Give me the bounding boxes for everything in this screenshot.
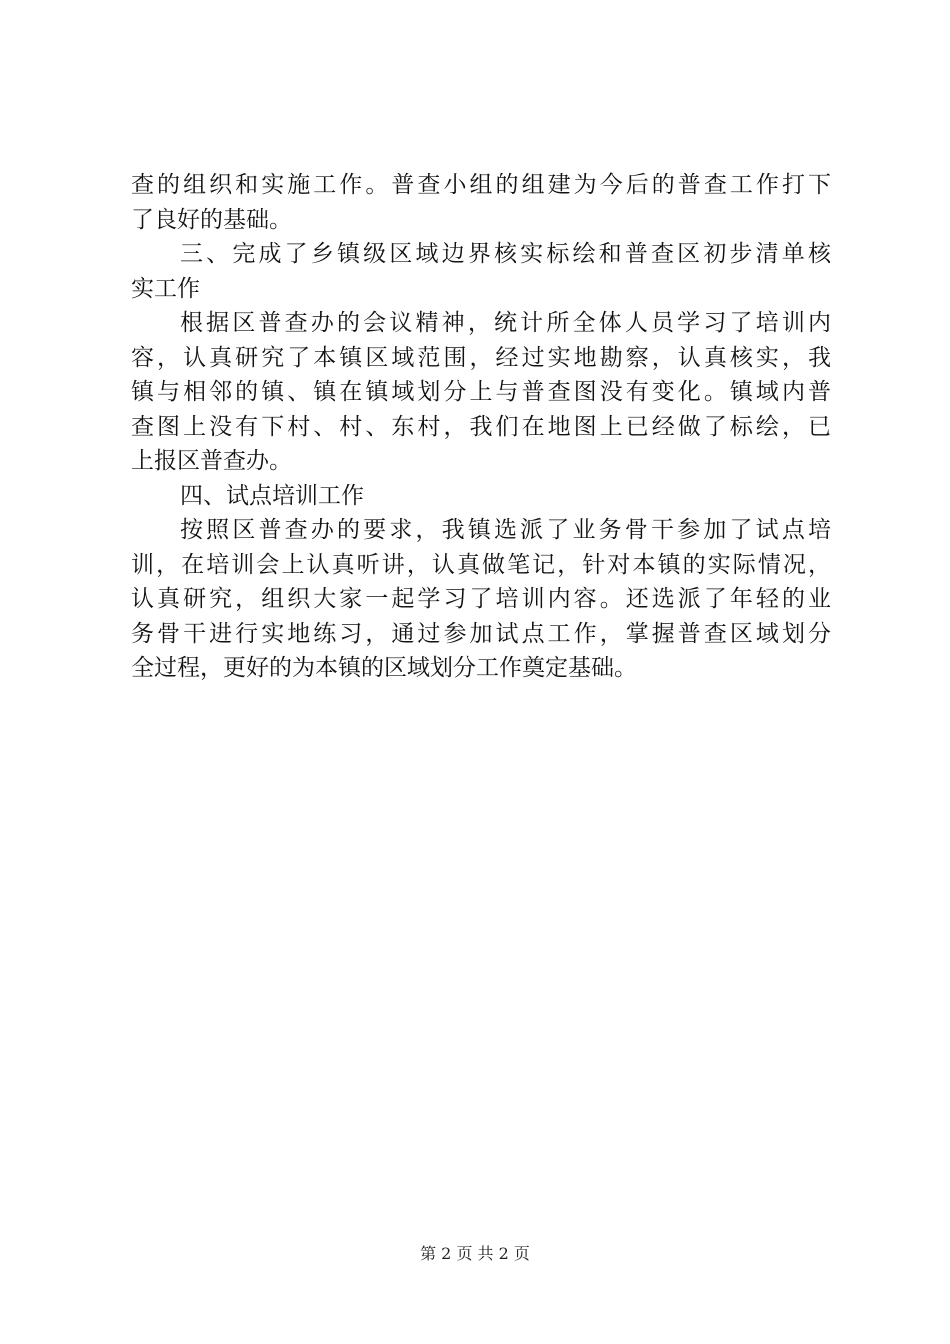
section-heading: 四、试点培训工作 [180,482,364,509]
text-line: 按照区普查办的要求，我镇选派了业务骨干参加了试点培 [180,517,831,543]
text-line: 全过程，更好的为本镇的区域划分工作奠定基础。 [131,655,637,681]
page-number-footer: 第 2 页 共 2 页 [420,1244,530,1263]
text-line: 查的组织和实施工作。普查小组的组建为今后的普查工作打下 [131,172,831,198]
text-line: 容，认真研究了本镇区域范围，经过实地勘察，认真核实，我 [131,344,831,371]
section-heading: 三、完成了乡镇级区域边界核实标绘和普查区初步清单核 [180,241,831,267]
text-line: 查图上没有下村、村、东村，我们在地图上已经做了标绘，已 [131,413,831,440]
text-line: 认真研究，组织大家一起学习了培训内容。还选派了年轻的业 [131,586,831,612]
text-line: 上报区普查办。 [131,448,292,474]
text-line: 镇与相邻的镇、镇在镇域划分上与普查图没有变化。镇域内普 [131,379,831,405]
text-line: 训，在培训会上认真听讲，认真做笔记，针对本镇的实际情况， [131,551,831,578]
document-body [131,168,831,686]
text-line: 务骨干进行实地练习，通过参加试点工作，掌握普查区域划分 [131,620,831,647]
text-line: 根据区普查办的会议精神，统计所全体人员学习了培训内 [180,310,831,336]
section-heading: 实工作 [131,275,200,302]
text-line: 了良好的基础。 [131,206,292,233]
